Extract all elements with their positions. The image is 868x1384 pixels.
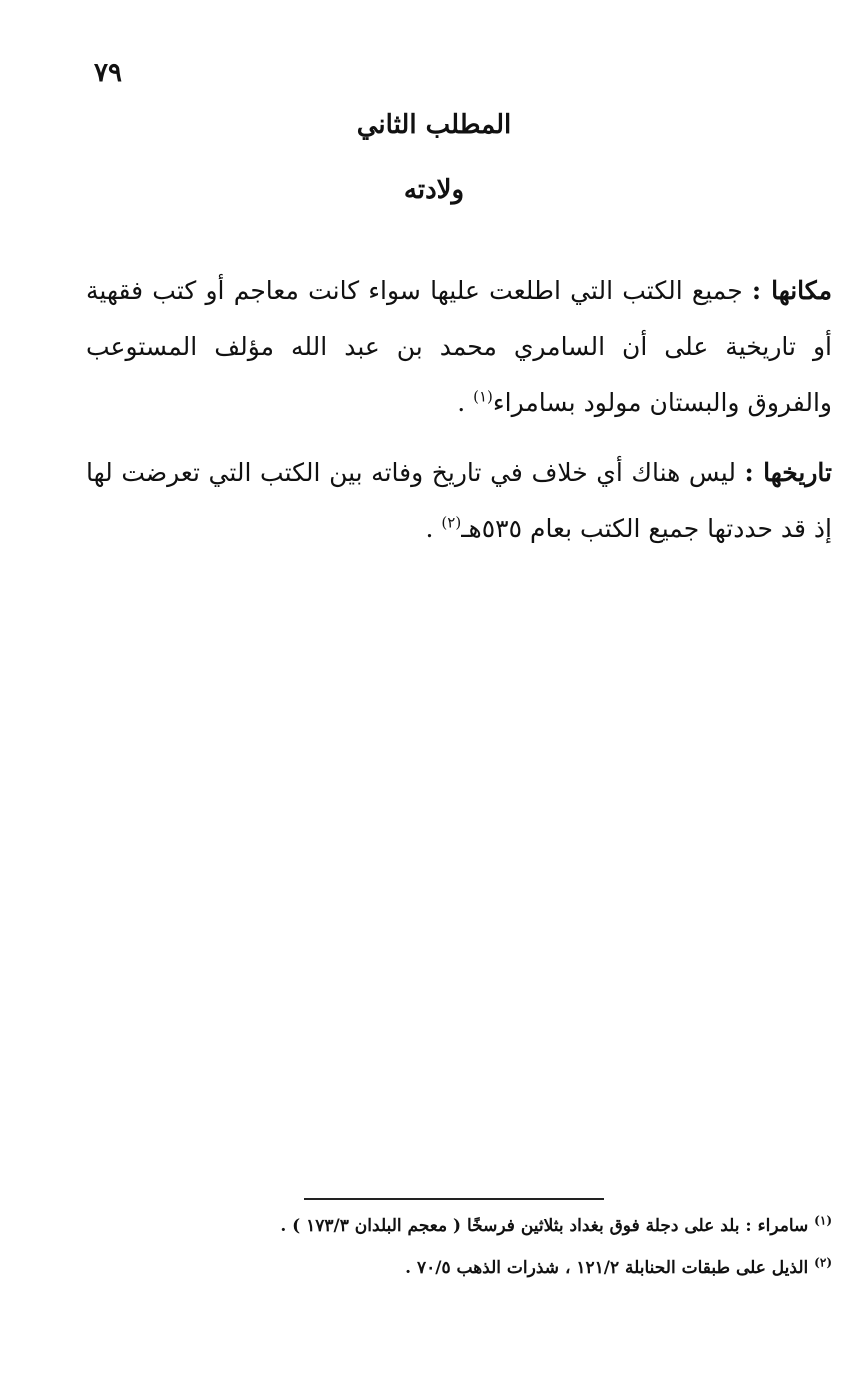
footnote-1	[200, 1213, 832, 1236]
paragraph-birthdate	[86, 445, 832, 557]
paragraph-lead: مكانها :	[751, 276, 832, 305]
footnote-reference: (١)	[473, 387, 493, 406]
footnote-marker: (١)	[814, 1213, 832, 1228]
footnote-text: الذيل على طبقات الحنابلة ١٢١/٢ ، شذرات الذهب ٧٠/٥ .	[405, 1258, 815, 1278]
section-heading: المطلب الثاني	[356, 110, 512, 140]
footnote-reference: (٢)	[441, 513, 462, 532]
paragraph-lead: تاريخها :	[744, 458, 832, 487]
footnote-2	[200, 1255, 832, 1278]
paragraph-text: ليس هناك أي خلاف في تاريخ وفاته بين الكتب التي تعرضت لها إذ قد حددتها جميع الكتب بعام ٥٣٥هـ	[86, 458, 832, 543]
paragraph-text: جميع الكتب التي اطلعت عليها سواء كانت معاجم أو كتب فقهية أو تاريخية على أن السامري محمد بن عبد الله مؤلف المستوعب والفروق والبستان مولود بسامراء	[86, 276, 832, 417]
sub-heading: ولادته	[403, 175, 465, 205]
paragraph-tail: .	[425, 514, 442, 543]
footnote-marker: (٢)	[814, 1255, 832, 1270]
footnote-divider	[304, 1198, 604, 1200]
page-number: ٧٩	[94, 58, 122, 88]
paragraph-birthplace	[86, 263, 832, 431]
footnote-text: سامراء : بلد على دجلة فوق بغداد بثلاثين فرسخًا ( معجم البلدان ١٧٣/٣ ) .	[280, 1216, 815, 1236]
paragraph-tail: .	[457, 388, 474, 417]
